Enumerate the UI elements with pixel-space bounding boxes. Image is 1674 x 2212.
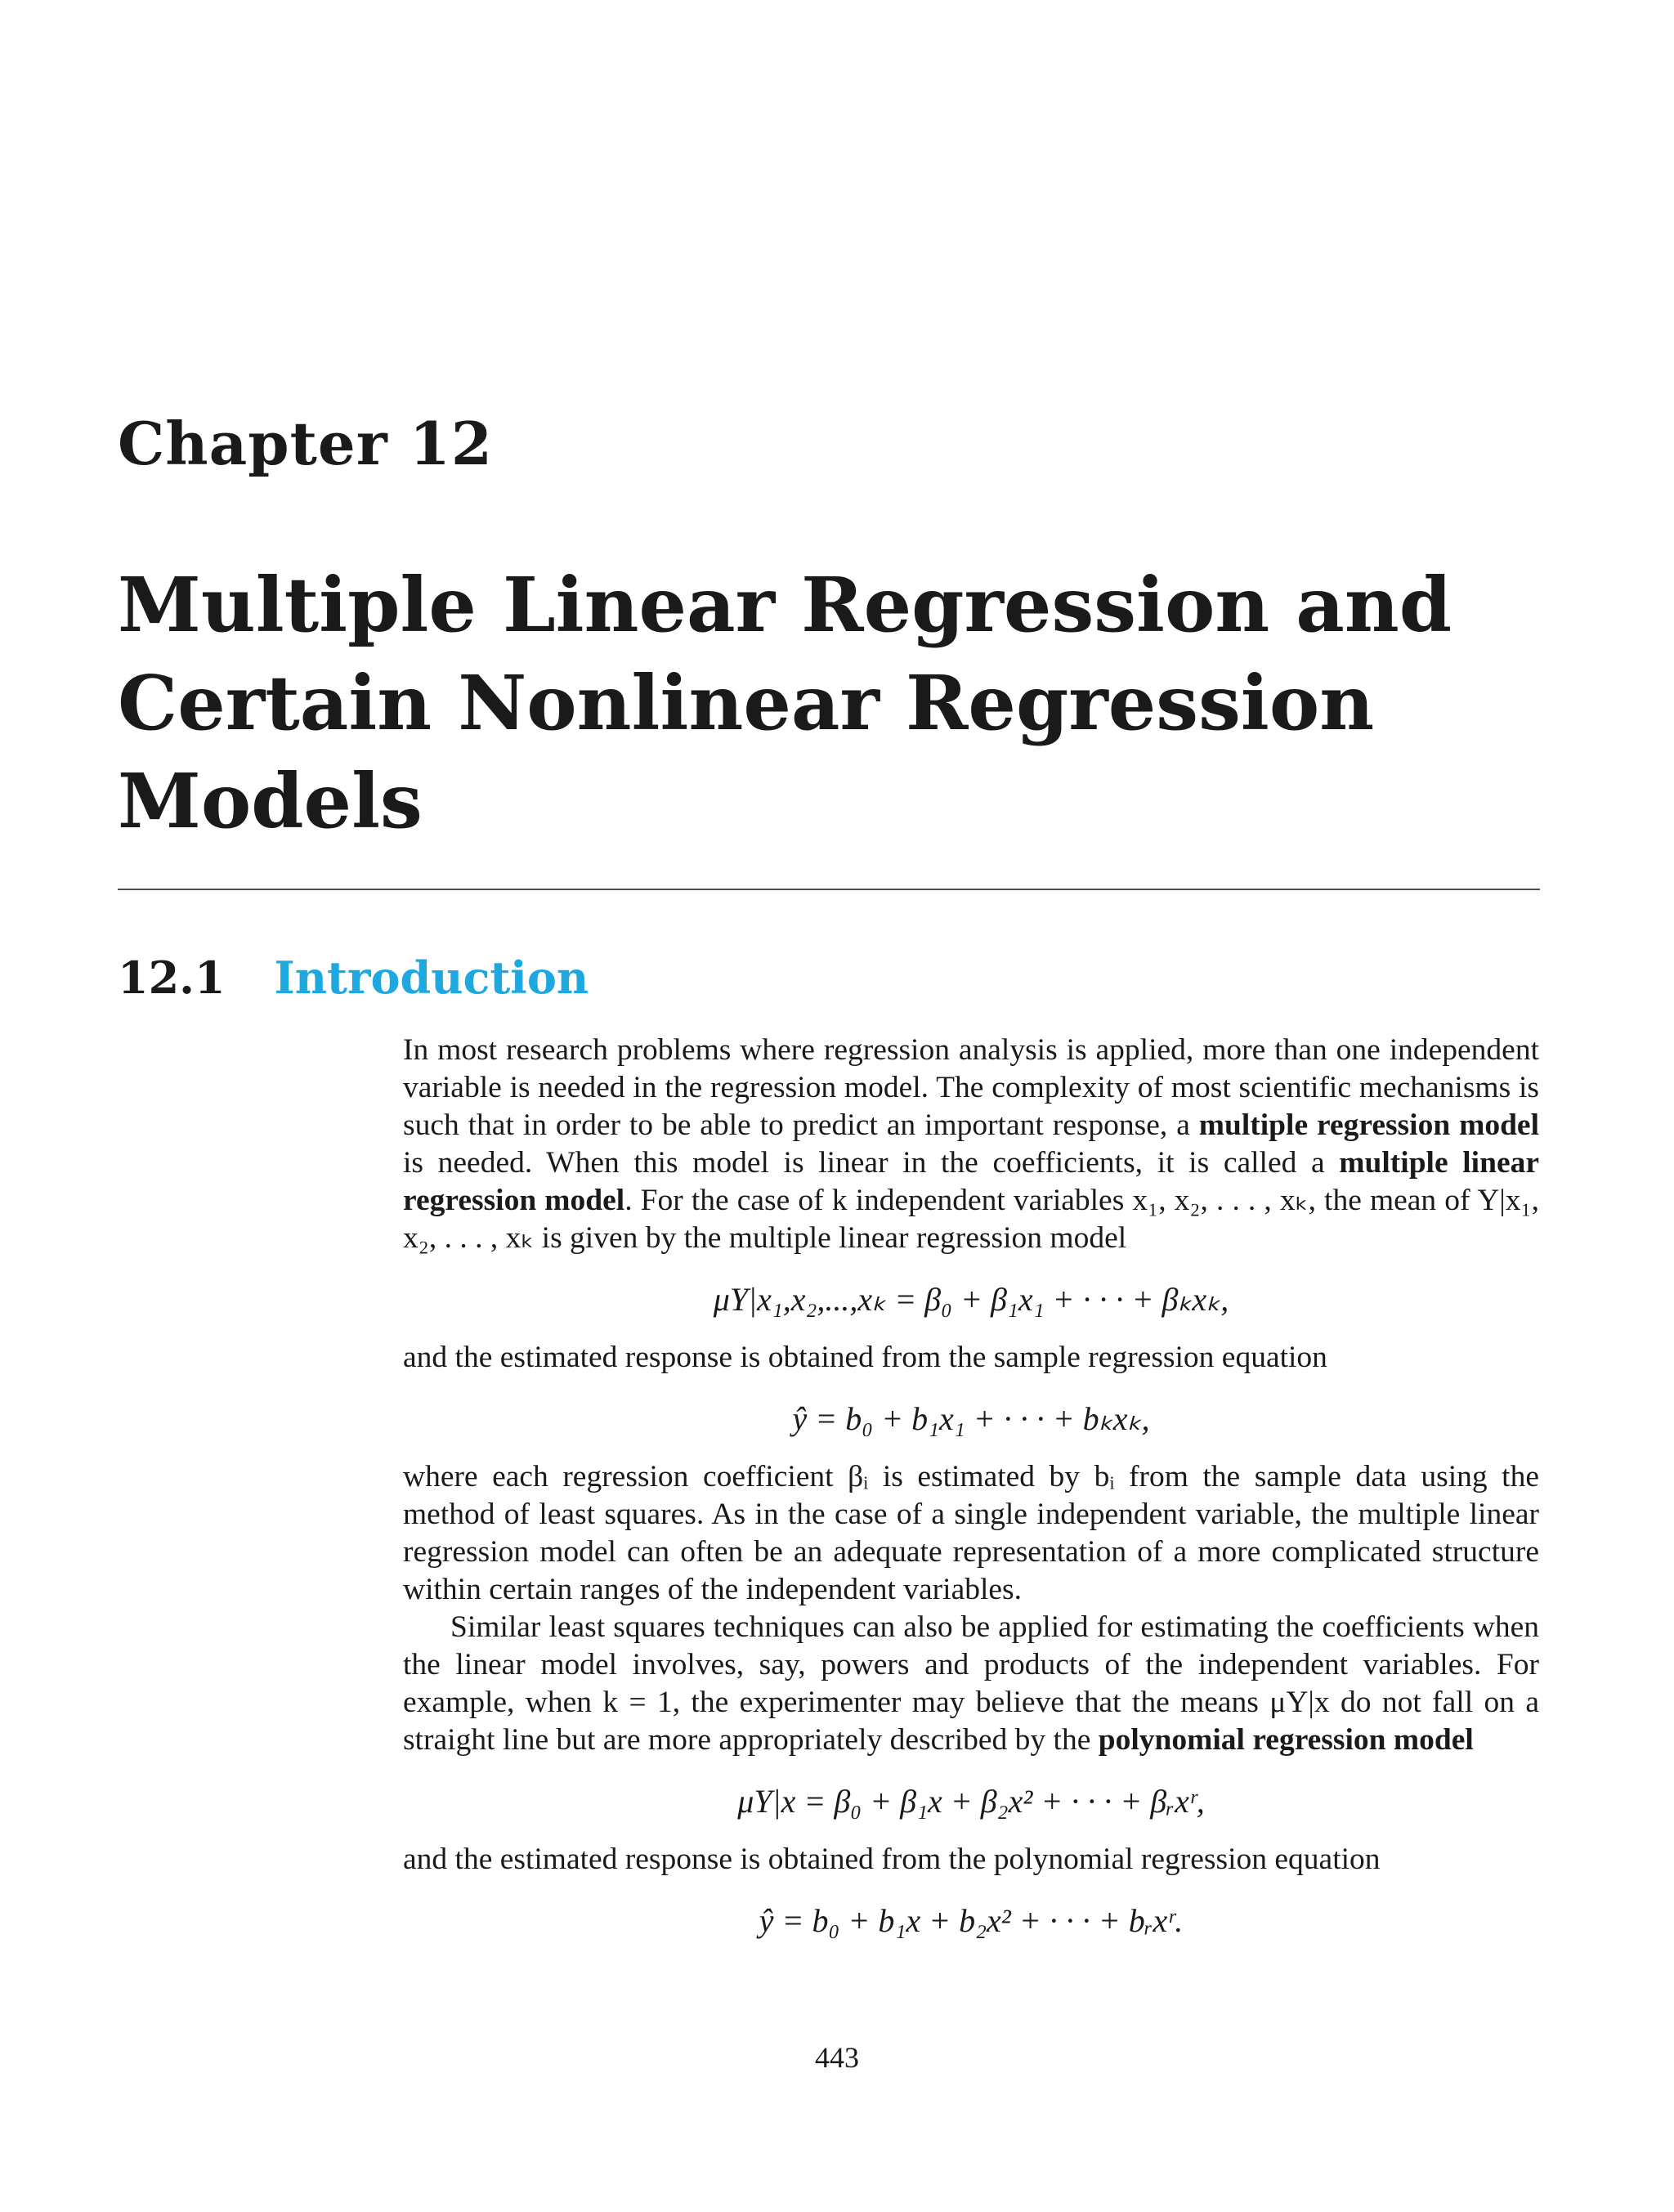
paragraph-3: where each regression coefficient βᵢ is estimated by bᵢ from the sample data using the method of least squares. As in the case of a single independent variable, the multiple linear regression model can often be an adequate representation of a more complicated structure within certain ranges of the independent variables. (403, 1460, 1539, 1606)
paragraph-5: and the estimated response is obtained from the polynomial regression equation (403, 1843, 1381, 1876)
paragraph-4 (403, 1609, 1539, 1759)
section-heading (118, 952, 589, 1004)
paragraph-1-text-c: . For the case of k independent variables x₁, x₂, . . . , xₖ, the mean of Y|x₁, x₂, . . . , xₖ is given by the multiple linear regression model (403, 1184, 1539, 1255)
chapter-title: Multiple Linear Regression and Certain Nonlinear Regression Models (118, 561, 1452, 845)
term-polynomial-regression-model: polynomial regression model (1098, 1723, 1474, 1757)
equation-population-mean: μY|x₁,x₂,...,xₖ = β₀ + β₁x₁ + · · · + βₖxₖ, (713, 1281, 1229, 1318)
equation-sample-regression: ŷ = b₀ + b₁x₁ + · · · + bₖxₖ, (792, 1400, 1150, 1437)
term-multiple-regression-model: multiple regression model (1198, 1108, 1539, 1142)
equation-polynomial-estimate: ŷ = b₀ + b₁x + b₂x² + · · · + bᵣxʳ. (759, 1902, 1184, 1939)
section-title: Introduction (274, 952, 589, 1004)
term-multiple-linear-regression-model: multiple linear regression model (403, 1146, 1539, 1217)
page-number: 443 (815, 2041, 859, 2074)
section-body (403, 1032, 1539, 1960)
paragraph-1 (403, 1032, 1539, 1257)
paragraph-1-text-b: is needed. When this model is linear in the coefficients, it is called a (403, 1146, 1340, 1180)
section-number: 12.1 (118, 952, 226, 1004)
paragraph-1-text-a: In most research problems where regression analysis is applied, more than one independent variable is needed in the regression model. The complexity of most scientific mechanisms is such that in order to be able to predict an important response, a (403, 1033, 1539, 1142)
paragraph-2: and the estimated response is obtained from the sample regression equation (403, 1341, 1327, 1374)
title-divider (118, 889, 1540, 890)
equation-polynomial-mean: μY|x = β₀ + β₁x + β₂x² + · · · + βᵣxʳ, (737, 1783, 1205, 1820)
paragraph-4-text: Similar least squares techniques can also be applied for estimating the coefficients when the linear model involves, say, powers and products of the independent variables. For example, when k = 1, the experimenter may believe that the means μY|x do not fall on a straight line but are more appropriately described by the (403, 1610, 1539, 1757)
chapter-label: Chapter 12 (118, 409, 493, 478)
